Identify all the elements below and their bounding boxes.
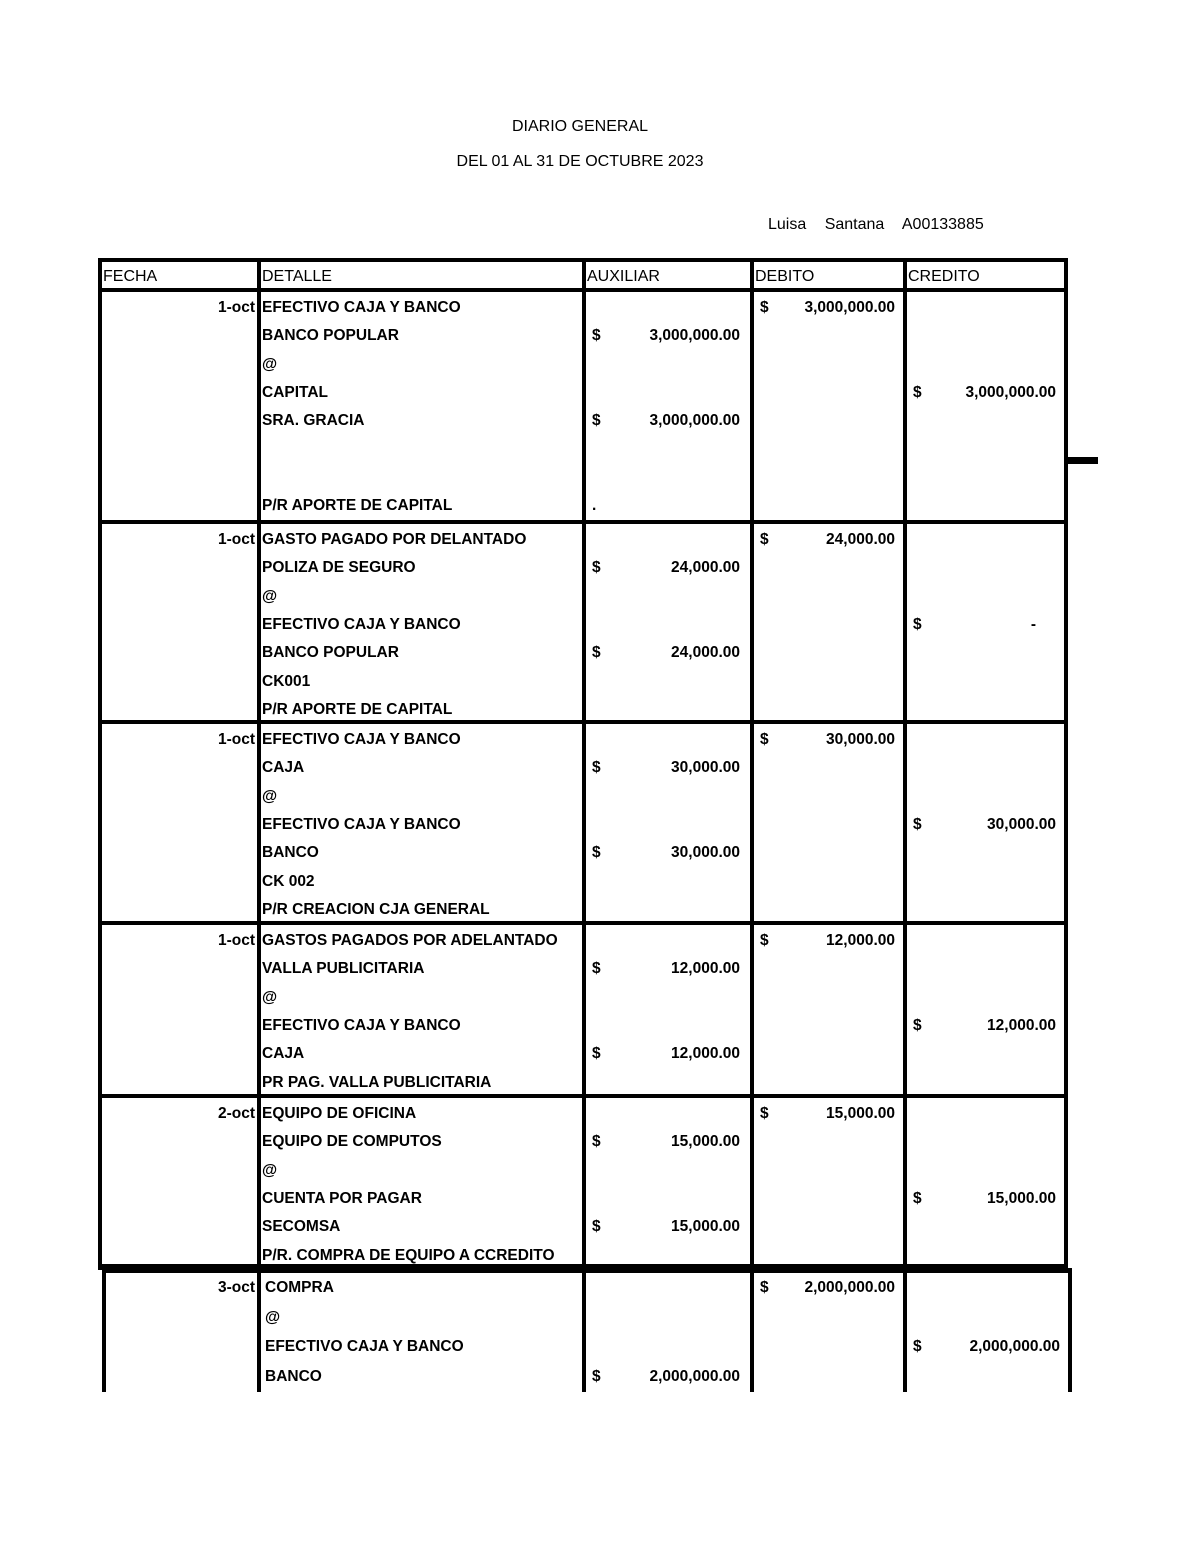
detalle-line: @ (262, 988, 278, 1006)
entry-col-border (1064, 921, 1068, 1094)
debito-currency-sign: $ (760, 299, 769, 316)
margin-mark (1068, 457, 1098, 464)
debito-currency-sign: $ (760, 1279, 769, 1296)
detalle-line: @ (262, 587, 278, 605)
entry-col-border (98, 520, 102, 720)
header-col-border (903, 258, 907, 288)
auxiliar-amount: 12,000.00 (671, 960, 740, 978)
entry-col-border (98, 720, 102, 921)
auxiliar-currency-sign: $ (592, 759, 601, 777)
detalle-line: COMPRA (265, 1279, 334, 1296)
auxiliar-currency-sign: $ (592, 960, 601, 978)
page-title: DIARIO GENERAL (511, 118, 649, 135)
detalle-line: EFECTIVO CAJA Y BANCO (262, 815, 461, 833)
entry-col-border (98, 1094, 102, 1268)
auxiliar-currency-sign: $ (592, 1367, 601, 1385)
entry-col-border (903, 520, 907, 720)
column-header-debito: DEBITO (755, 268, 815, 285)
auxiliar-amount: 3,000,000.00 (649, 412, 740, 430)
header-col-border (1064, 258, 1068, 288)
auxiliar-mark: . (592, 497, 597, 515)
detalle-line: P/R. COMPRA DE EQUIPO A CCREDITO (262, 1246, 555, 1264)
debito-amount: 2,000,000.00 (804, 1279, 895, 1296)
auxiliar-currency-sign: $ (592, 1218, 601, 1236)
entry-col-border (903, 1094, 907, 1268)
auxiliar-currency-sign: $ (592, 1133, 601, 1151)
detalle-line: CAJA (262, 1045, 305, 1063)
detalle-line: EFECTIVO CAJA Y BANCO (262, 731, 461, 748)
detalle-line: EFECTIVO CAJA Y BANCO (262, 299, 461, 316)
detalle-line: SRA. GRACIA (262, 412, 365, 430)
entry-col-border (1064, 720, 1068, 921)
detalle-line: CAPITAL (262, 383, 329, 401)
debito-currency-sign: $ (760, 1105, 769, 1122)
entry-col-border (98, 288, 102, 520)
auxiliar-amount: 12,000.00 (671, 1045, 740, 1063)
entry-col-border (903, 1268, 907, 1392)
detalle-line: EFECTIVO CAJA Y BANCO (262, 615, 461, 633)
auxiliar-currency-sign: $ (592, 327, 601, 345)
detalle-line: EFECTIVO CAJA Y BANCO (265, 1338, 464, 1355)
debito-currency-sign: $ (760, 531, 769, 548)
auxiliar-currency-sign: $ (592, 412, 601, 430)
student-id: A00133885 (901, 216, 984, 233)
auxiliar-amount: 30,000.00 (671, 759, 740, 777)
entry-col-border (750, 1268, 754, 1392)
entry-date: 1-oct (217, 531, 255, 548)
debito-amount: 30,000.00 (826, 731, 895, 748)
entry-col-border (98, 921, 102, 1094)
column-header-detalle: DETALLE (262, 268, 332, 285)
detalle-line: BANCO (262, 844, 319, 862)
header-col-border (582, 258, 586, 288)
auxiliar-amount: 15,000.00 (671, 1218, 740, 1236)
page-subtitle: DEL 01 AL 31 DE OCTUBRE 2023 (456, 153, 704, 170)
entry-date: 3-oct (217, 1279, 255, 1296)
section-divider (98, 1264, 1068, 1270)
detalle-line: P/R APORTE DE CAPITAL (262, 700, 453, 718)
auxiliar-amount: 24,000.00 (671, 644, 740, 662)
entry-col-border (582, 720, 586, 921)
detalle-line: P/R APORTE DE CAPITAL (262, 497, 453, 515)
entry-col-border (257, 921, 261, 1094)
detalle-line: EQUIPO DE COMPUTOS (262, 1133, 442, 1151)
entry-date: 1-oct (217, 299, 255, 316)
credito-currency-sign: $ (913, 815, 922, 833)
column-header-credito: CREDITO (908, 268, 980, 285)
entry-col-border (257, 288, 261, 520)
detalle-line: CK001 (262, 672, 311, 690)
auxiliar-amount: 2,000,000.00 (649, 1367, 740, 1385)
entry-col-border (750, 921, 754, 1094)
credito-amount: 2,000,000.00 (969, 1338, 1060, 1355)
entry-date: 1-oct (217, 731, 255, 748)
entry-col-border (582, 1268, 586, 1392)
entry-col-border (903, 720, 907, 921)
credito-amount: - (1030, 615, 1036, 633)
detalle-line: SECOMSA (262, 1218, 341, 1236)
entry-col-border (903, 921, 907, 1094)
column-header-fecha: FECHA (103, 268, 158, 285)
credito-currency-sign: $ (913, 1338, 922, 1355)
auxiliar-currency-sign: $ (592, 1045, 601, 1063)
detalle-line: BANCO (265, 1367, 322, 1385)
detalle-line: BANCO POPULAR (262, 644, 399, 662)
detalle-line: CUENTA POR PAGAR (262, 1189, 422, 1207)
detalle-line: VALLA PUBLICITARIA (262, 960, 425, 978)
entry-col-border (257, 1268, 261, 1392)
entry-col-border (1064, 520, 1068, 720)
entry-col-border (750, 720, 754, 921)
detalle-line: @ (262, 787, 278, 805)
entry-col-border (582, 288, 586, 520)
credito-amount: 3,000,000.00 (965, 383, 1056, 401)
entry-col-border (1068, 1268, 1072, 1392)
detalle-line: CK 002 (262, 872, 315, 890)
entry-col-border (750, 288, 754, 520)
detalle-line: P/R CREACION CJA GENERAL (262, 900, 490, 918)
entry-date: 1-oct (217, 932, 255, 949)
entry-col-border (750, 1094, 754, 1268)
credito-amount: 15,000.00 (987, 1189, 1056, 1207)
auxiliar-currency-sign: $ (592, 844, 601, 862)
header-col-border (98, 258, 102, 288)
entry-col-border (750, 520, 754, 720)
credito-currency-sign: $ (913, 1189, 922, 1207)
detalle-line: @ (262, 355, 278, 373)
auxiliar-amount: 30,000.00 (671, 844, 740, 862)
debito-amount: 12,000.00 (826, 932, 895, 949)
detalle-line: @ (262, 1161, 278, 1179)
entry-col-border (1064, 288, 1068, 520)
detalle-line: @ (265, 1308, 281, 1326)
debito-currency-sign: $ (760, 731, 769, 748)
auxiliar-currency-sign: $ (592, 644, 601, 662)
detalle-line: EFECTIVO CAJA Y BANCO (262, 1016, 461, 1034)
entry-col-border (582, 1094, 586, 1268)
author-name: Luisa Santana (768, 216, 885, 233)
debito-amount: 15,000.00 (826, 1105, 895, 1122)
header-col-border (750, 258, 754, 288)
entry-col-border (582, 520, 586, 720)
entry-col-border (257, 520, 261, 720)
auxiliar-currency-sign: $ (592, 559, 601, 577)
column-header-auxiliar: AUXILIAR (587, 268, 660, 285)
author-line (768, 216, 984, 234)
detalle-line: POLIZA DE SEGURO (262, 559, 416, 577)
entry-col-border (582, 921, 586, 1094)
entry-date: 2-oct (217, 1105, 255, 1122)
debito-currency-sign: $ (760, 932, 769, 949)
detalle-line: GASTOS PAGADOS POR ADELANTADO (262, 932, 558, 949)
auxiliar-amount: 15,000.00 (671, 1133, 740, 1151)
entry-col-border (1064, 1094, 1068, 1268)
credito-amount: 12,000.00 (987, 1016, 1056, 1034)
auxiliar-amount: 24,000.00 (671, 559, 740, 577)
detalle-line: EQUIPO DE OFICINA (262, 1105, 417, 1122)
credito-amount: 30,000.00 (987, 815, 1056, 833)
credito-currency-sign: $ (913, 383, 922, 401)
detalle-line: BANCO POPULAR (262, 327, 399, 345)
debito-amount: 24,000.00 (826, 531, 895, 548)
credito-currency-sign: $ (913, 615, 922, 633)
detalle-line: CAJA (262, 759, 305, 777)
credito-currency-sign: $ (913, 1016, 922, 1034)
detalle-line: GASTO PAGADO POR DELANTADO (262, 531, 527, 548)
entry-col-border (257, 1094, 261, 1268)
auxiliar-amount: 3,000,000.00 (649, 327, 740, 345)
entry-col-border (257, 720, 261, 921)
debito-amount: 3,000,000.00 (804, 299, 895, 316)
entry-col-border (903, 288, 907, 520)
detalle-line: PR PAG. VALLA PUBLICITARIA (262, 1073, 492, 1091)
header-col-border (257, 258, 261, 288)
